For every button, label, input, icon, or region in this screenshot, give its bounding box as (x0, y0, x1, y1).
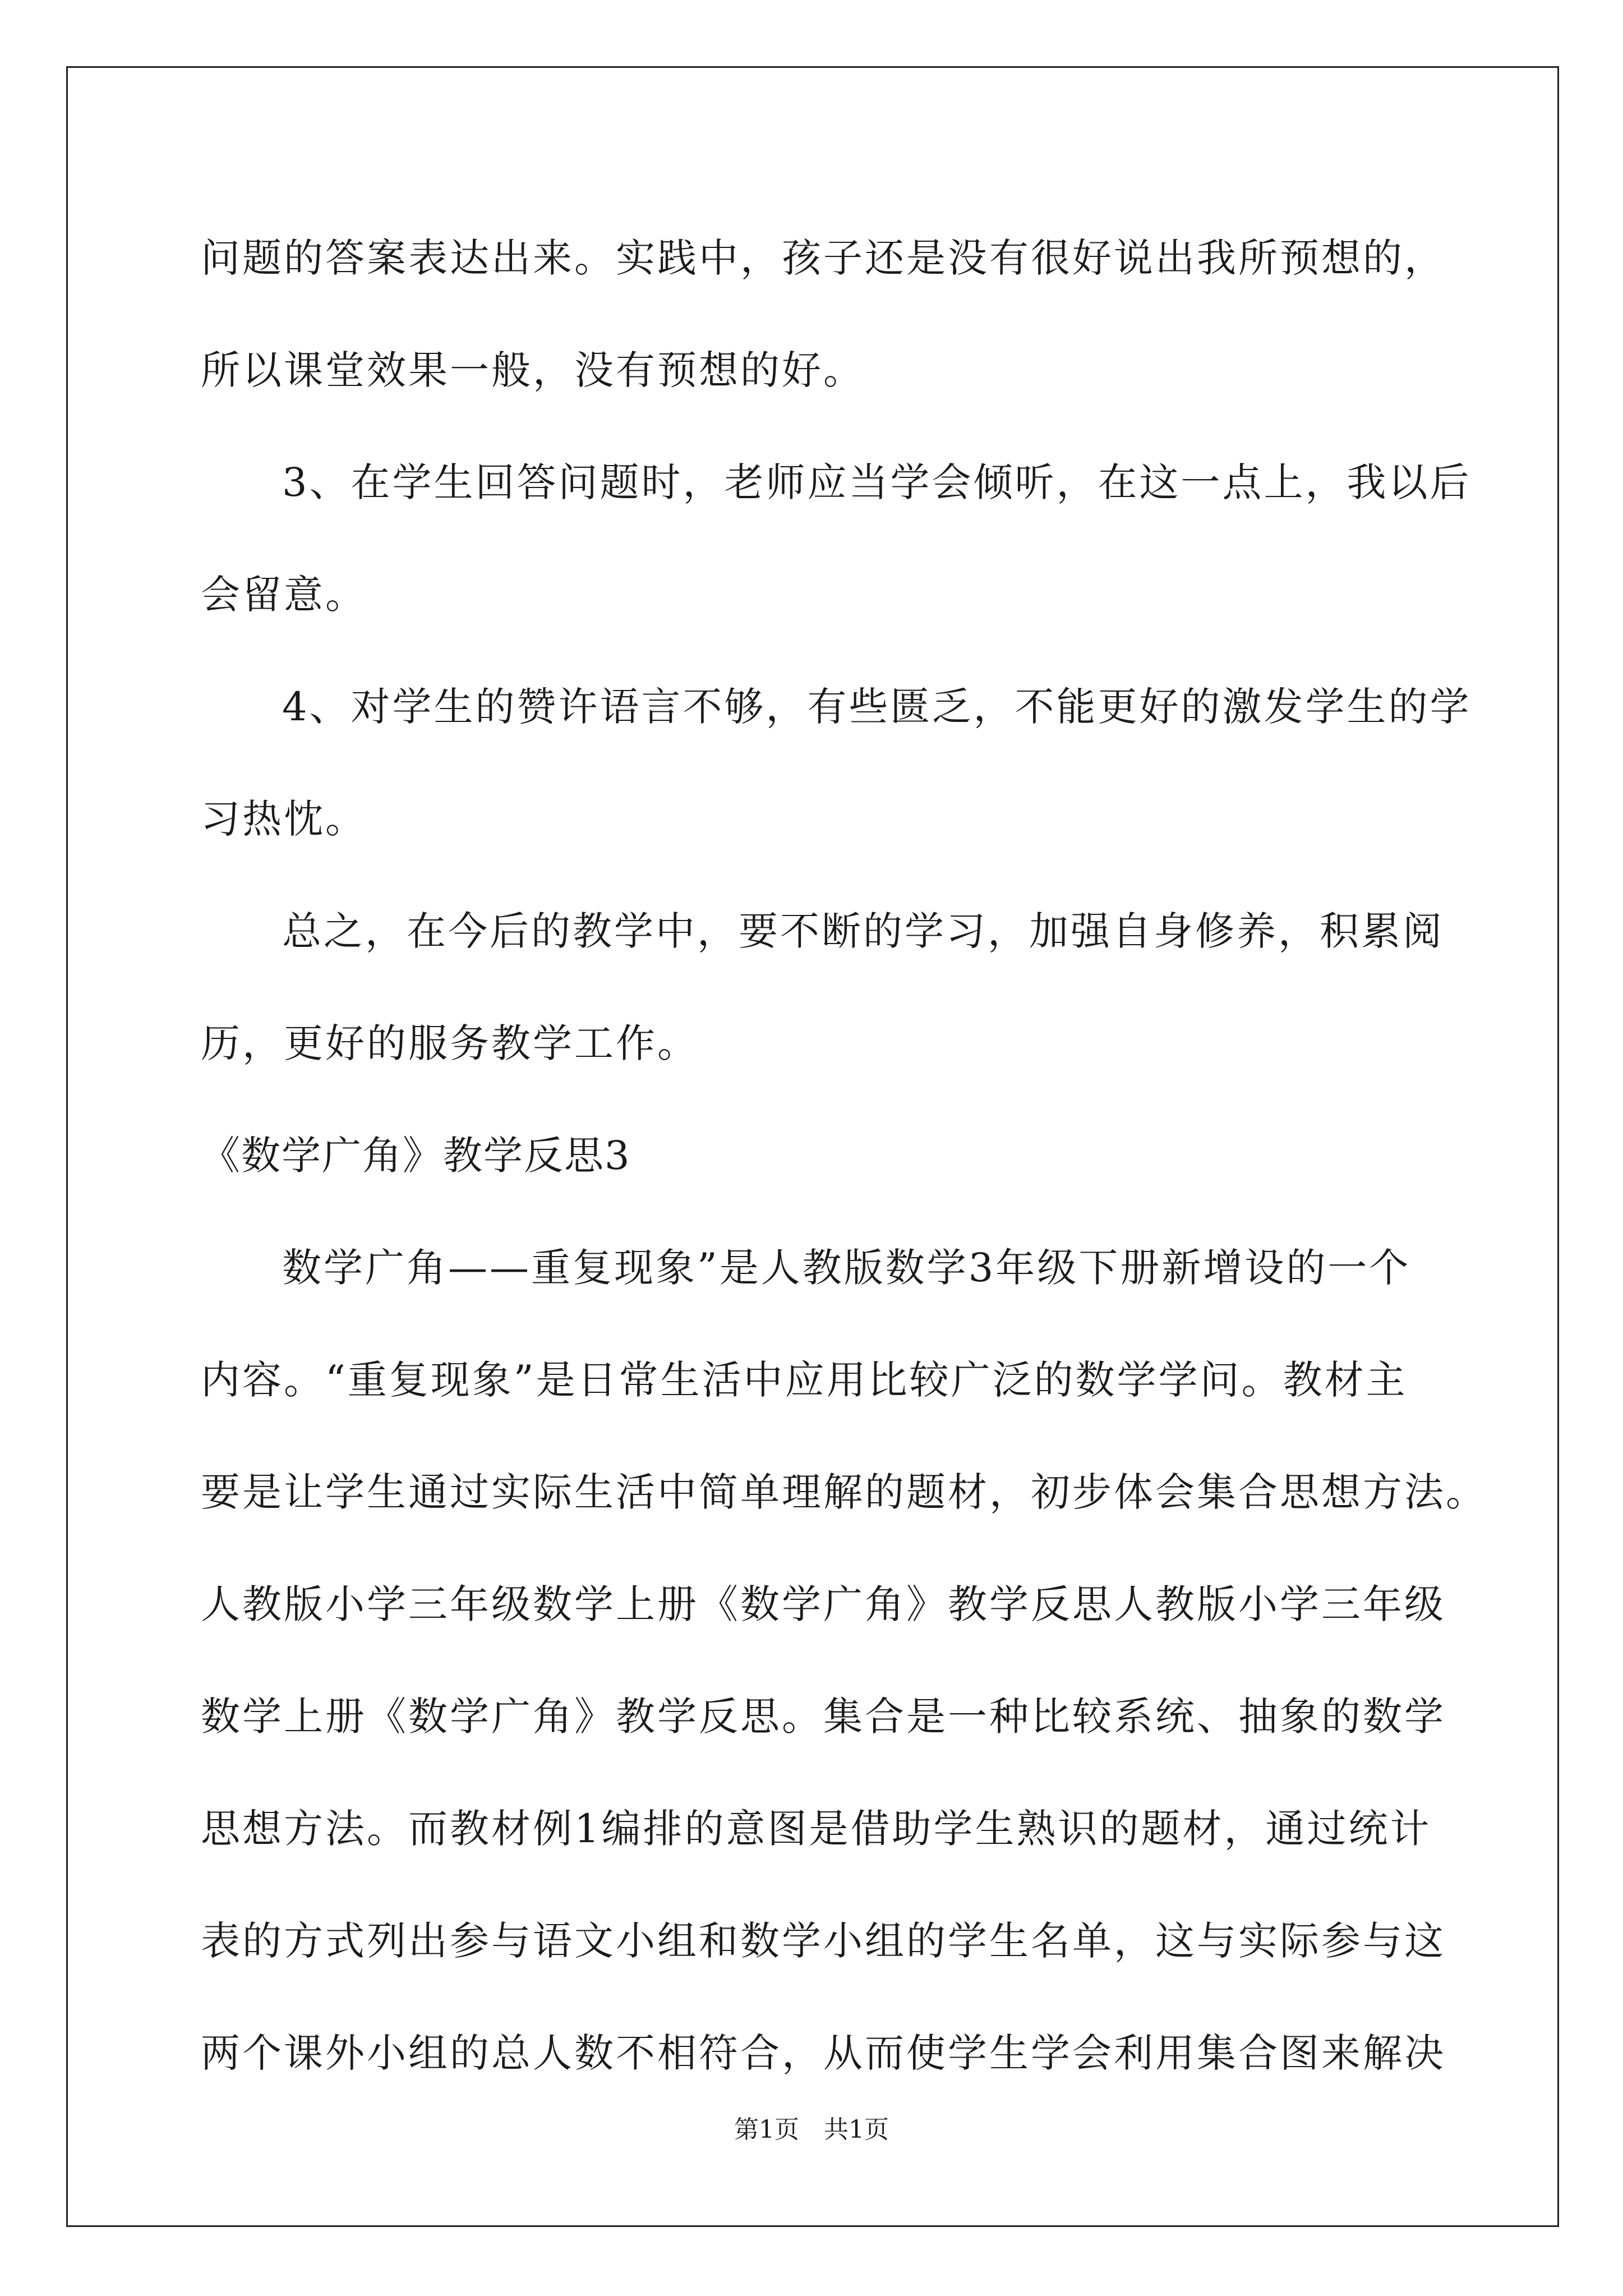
text-line-7: 总之，在今后的教学中，要不断的学习，加强自身修养，积累阅 (282, 908, 1444, 954)
text-line-8: 历，更好的服务教学工作。 (201, 1020, 699, 1066)
text-line-14: 数学上册《数学广角》教学反思。集合是一种比较系统、抽象的数学 (201, 1694, 1446, 1740)
text-line-12: 要是让学生通过实际生活中简单理解的题材，初步体会集合思想方法。 (201, 1469, 1487, 1515)
text-line-4: 会留意。 (201, 572, 367, 618)
text-line-13: 人教版小学三年级数学上册《数学广角》教学反思人教版小学三年级 (201, 1581, 1446, 1627)
section-heading: 《数学广角》教学反思3 (201, 1133, 631, 1179)
text-line-17: 两个课外小组的总人数不相符合，从而使学生学会利用集合图来解决 (201, 2030, 1446, 2076)
text-line-3: 3、在学生回答问题时，老师应当学会倾听，在这一点上，我以后 (282, 459, 1472, 505)
text-line-16: 表的方式列出参与语文小组和数学小组的学生名单，这与实际参与这 (201, 1918, 1446, 1964)
text-line-11: 内容。“重复现象”是日常生活中应用比较广泛的数学学问。教材主 (201, 1357, 1408, 1403)
text-line-1: 问题的答案表达出来。实践中，孩子还是没有很好说出我所预想的， (201, 235, 1446, 281)
text-line-15: 思想方法。而教材例1编排的意图是借助学生熟识的题材，通过统计 (201, 1806, 1432, 1852)
text-line-6: 习热忱。 (201, 796, 367, 842)
document-body (201, 202, 1487, 2109)
text-line-10: 数学广角——重复现象”是人教版数学3年级下册新增设的一个 (282, 1245, 1411, 1291)
page-footer: 第1页 共1页 (734, 2115, 889, 2144)
text-line-2: 所以课堂效果一般，没有预想的好。 (201, 347, 865, 393)
text-line-5: 4、对学生的赞许语言不够，有些匮乏，不能更好的激发学生的学 (282, 684, 1472, 730)
